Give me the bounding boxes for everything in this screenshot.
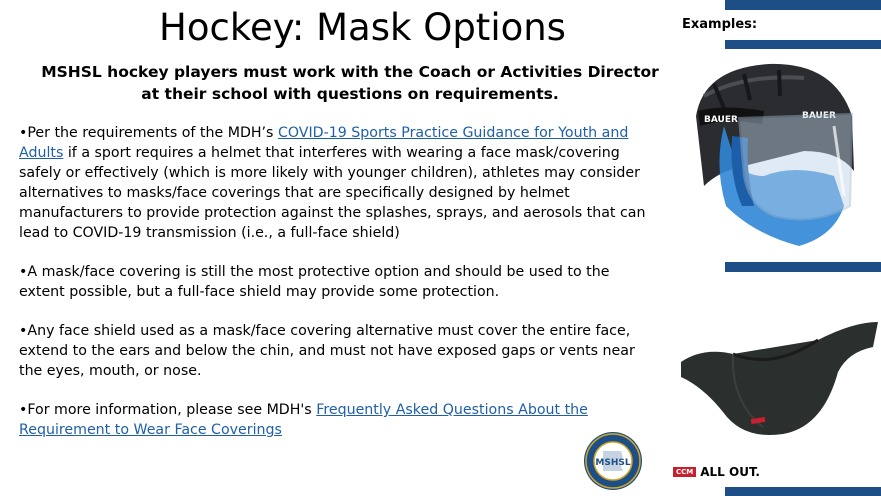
bullet-2: •A mask/face covering is still the most protective option and should be used to the extent possible, but a full-face shield may provide some protection. <box>19 264 610 300</box>
helmet-brand-text-left: BAUER <box>704 115 738 125</box>
accent-bar-top <box>725 0 881 10</box>
ccm-logo: CCM <box>673 467 696 477</box>
subtitle-line-2: at their school with questions on requirements. <box>141 85 559 103</box>
bullet-4-prefix: •For more information, please see MDH's <box>19 402 317 418</box>
logo-center-text: MSHSL <box>595 458 631 468</box>
brand-slogan: ALL OUT. <box>700 465 760 479</box>
subtitle-line-1: MSHSL hockey players must work with the Coach or Activities Director <box>41 63 659 81</box>
bullet-1-suffix: if a sport requires a helmet that interferes with wearing a face mask/covering safely or effectively (which is more likely with younger children), athletes may consider alternatives to masks/face coverings that are specifically designed by helmet manufacturers to provide protection against the splashes, sprays, and aerosols that can lead to COVID-19 transmission (i.e., a full-face shield) <box>19 145 646 241</box>
accent-bar-upper <box>725 40 881 49</box>
face-mask-image <box>673 292 881 462</box>
slide-title: Hockey: Mask Options <box>159 6 566 49</box>
ccm-brand-mark <box>673 465 760 479</box>
helmet-brand-text-right: BAUER <box>802 111 836 121</box>
bullet-list <box>19 123 659 459</box>
bullet-1-prefix: •Per the requirements of the MDH’s <box>19 125 278 141</box>
covid-guidance-link[interactable]: COVID-19 Sports Practice Guidance for Youth and Adults <box>19 125 629 161</box>
bullet-3: •Any face shield used as a mask/face covering alternative must cover the entire face, extend to the ears and below the chin, and must not have exposed gaps or vents near the eyes, mouth, or nose. <box>19 323 635 379</box>
slide-subtitle <box>40 61 660 105</box>
examples-label: Examples: <box>682 17 758 32</box>
bullet-1 <box>19 123 659 243</box>
accent-bar-bottom <box>725 487 881 496</box>
hockey-helmet-image <box>684 56 859 252</box>
faq-face-coverings-link[interactable]: Frequently Asked Questions About the Requirement to Wear Face Coverings <box>19 402 588 438</box>
bullet-4 <box>19 400 659 440</box>
accent-bar-middle <box>725 262 881 272</box>
mshsl-logo <box>583 431 643 491</box>
